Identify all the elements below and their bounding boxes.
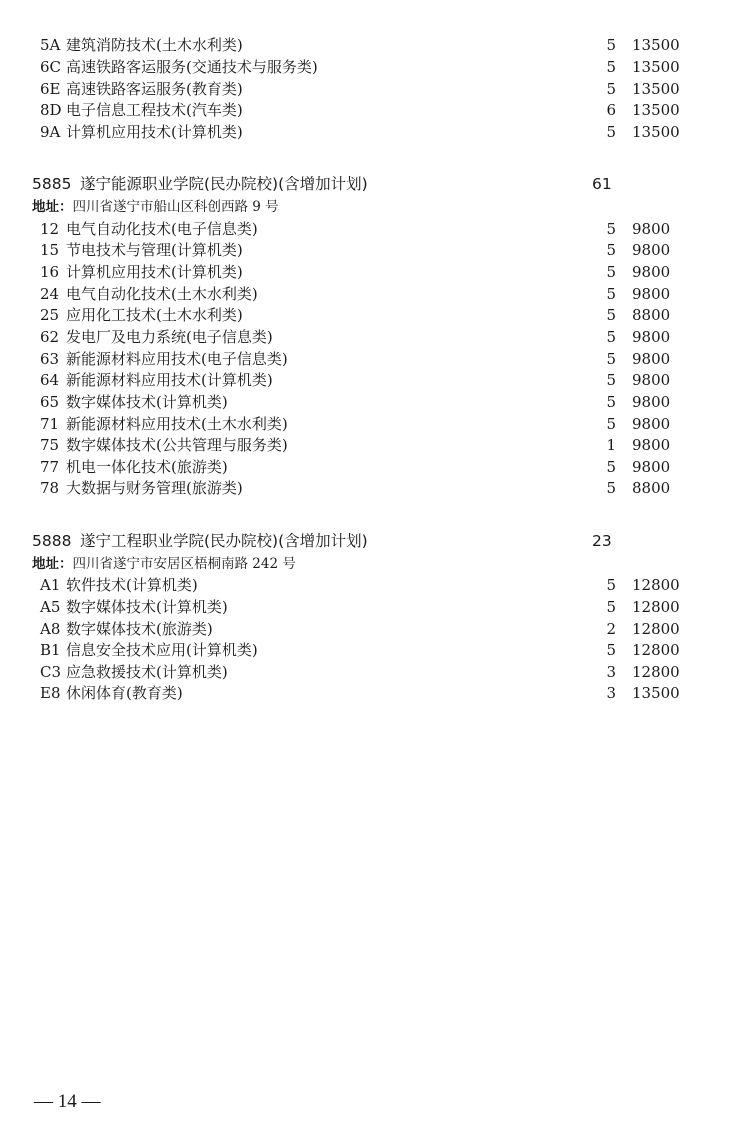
school-name: 遂宁能源职业学院(民办院校)(含增加计划) [80,175,368,193]
program-name: 新能源材料应用技术(计算机类) [66,371,273,389]
program-count: 5 [606,479,616,497]
program-name: 电气自动化技术(电子信息类) [66,220,258,238]
program-name: 新能源材料应用技术(电子信息类) [66,350,288,368]
program-code: 62 [40,328,60,346]
program-fee: 13500 [632,101,680,119]
program-fee: 13500 [632,58,680,76]
program-name: 信息安全技术应用(计算机类) [66,641,258,659]
program-row [40,326,690,348]
program-fee: 12800 [632,663,680,681]
program-fee: 9800 [632,241,671,259]
program-count: 5 [606,393,616,411]
program-code: A8 [40,620,61,638]
program-code: 12 [40,220,60,238]
program-count: 5 [606,36,616,54]
program-name: 计算机应用技术(计算机类) [66,123,243,141]
program-row [40,391,690,413]
program-row [40,283,690,305]
program-fee: 9800 [632,371,671,389]
program-name: 发电厂及电力系统(电子信息类) [66,328,273,346]
program-code: 16 [40,263,60,281]
program-fee: 13500 [632,684,680,702]
program-count: 5 [606,350,616,368]
program-fee: 8800 [632,479,671,497]
program-code: 65 [40,393,60,411]
program-row [40,477,690,499]
program-code: 77 [40,458,60,476]
program-name: 建筑消防技术(土木水利类) [66,36,243,54]
program-fee: 9800 [632,285,671,303]
program-name: 计算机应用技术(计算机类) [66,263,243,281]
school-header [32,529,672,553]
program-name: 休闲体育(教育类) [66,684,183,702]
program-row [40,34,690,56]
program-count: 5 [606,123,616,141]
program-fee: 13500 [632,123,680,141]
program-code: 71 [40,415,60,433]
program-row [40,434,690,456]
program-name: 数字媒体技术(计算机类) [66,393,228,411]
program-name: 机电一体化技术(旅游类) [66,458,228,476]
address-label: 地址： [32,199,73,215]
program-row [40,574,690,596]
program-row [40,218,690,240]
program-fee: 9800 [632,458,671,476]
page-number: — 14 — [34,1091,101,1112]
program-code: A1 [40,576,61,594]
program-fee: 9800 [632,220,671,238]
program-row [40,99,690,121]
program-code: 5A [40,36,61,54]
program-count: 5 [606,371,616,389]
program-row [40,596,690,618]
program-code: 15 [40,241,60,259]
program-fee: 8800 [632,306,671,324]
program-code: 78 [40,479,60,497]
program-count: 5 [606,576,616,594]
program-row [40,121,690,143]
program-name: 节电技术与管理(计算机类) [66,241,243,259]
program-code: B1 [40,641,61,659]
school-code: 5888 [32,532,72,550]
program-code: A5 [40,598,61,616]
program-name: 电子信息工程技术(汽车类) [66,101,243,119]
program-name: 软件技术(计算机类) [66,576,198,594]
program-count: 1 [606,436,616,454]
program-code: 75 [40,436,60,454]
program-code: 63 [40,350,60,368]
program-row [40,456,690,478]
program-fee: 12800 [632,641,680,659]
address-text: 四川省遂宁市船山区科创西路 9 号 [72,199,279,215]
program-row [40,661,690,683]
program-fee: 12800 [632,598,680,616]
program-name: 新能源材料应用技术(土木水利类) [66,415,288,433]
program-count: 5 [606,80,616,98]
school-address [32,197,672,217]
program-row [40,239,690,261]
program-count: 3 [606,663,616,681]
program-row [40,682,690,704]
program-row [40,78,690,100]
school-total: 23 [592,532,612,550]
program-count: 5 [606,58,616,76]
program-code: 25 [40,306,60,324]
program-fee: 12800 [632,620,680,638]
program-count: 2 [606,620,616,638]
program-row [40,56,690,78]
program-count: 5 [606,328,616,346]
program-count: 5 [606,220,616,238]
program-count: 5 [606,285,616,303]
program-name: 应用化工技术(土木水利类) [66,306,243,324]
program-name: 电气自动化技术(土木水利类) [66,285,258,303]
program-row [40,348,690,370]
program-count: 5 [606,306,616,324]
program-fee: 13500 [632,36,680,54]
school-header [32,172,672,196]
program-name: 高速铁路客运服务(交通技术与服务类) [66,58,318,76]
address-label: 地址： [32,556,73,572]
school-total: 61 [592,175,612,193]
program-name: 数字媒体技术(计算机类) [66,598,228,616]
program-fee: 9800 [632,350,671,368]
program-row [40,413,690,435]
program-row [40,304,690,326]
program-fee: 12800 [632,576,680,594]
school-address [32,554,672,574]
program-count: 5 [606,241,616,259]
program-fee: 9800 [632,328,671,346]
program-count: 6 [606,101,616,119]
program-row [40,369,690,391]
program-row [40,261,690,283]
program-code: 64 [40,371,60,389]
program-code: 24 [40,285,60,303]
program-fee: 9800 [632,263,671,281]
program-code: 6E [40,80,61,98]
program-fee: 13500 [632,80,680,98]
program-name: 高速铁路客运服务(教育类) [66,80,243,98]
program-fee: 9800 [632,393,671,411]
program-count: 5 [606,598,616,616]
program-code: 9A [40,123,61,141]
program-count: 5 [606,458,616,476]
program-code: E8 [40,684,61,702]
program-count: 3 [606,684,616,702]
program-name: 应急救援技术(计算机类) [66,663,228,681]
program-code: C3 [40,663,62,681]
program-count: 5 [606,263,616,281]
program-name: 大数据与财务管理(旅游类) [66,479,243,497]
program-row [40,639,690,661]
program-fee: 9800 [632,436,671,454]
program-code: 6C [40,58,62,76]
school-name: 遂宁工程职业学院(民办院校)(含增加计划) [80,532,368,550]
program-fee: 9800 [632,415,671,433]
program-code: 8D [40,101,62,119]
program-name: 数字媒体技术(公共管理与服务类) [66,436,288,454]
program-count: 5 [606,415,616,433]
program-row [40,618,690,640]
school-code: 5885 [32,175,72,193]
program-name: 数字媒体技术(旅游类) [66,620,213,638]
address-text: 四川省遂宁市安居区梧桐南路 242 号 [72,556,296,572]
program-count: 5 [606,641,616,659]
